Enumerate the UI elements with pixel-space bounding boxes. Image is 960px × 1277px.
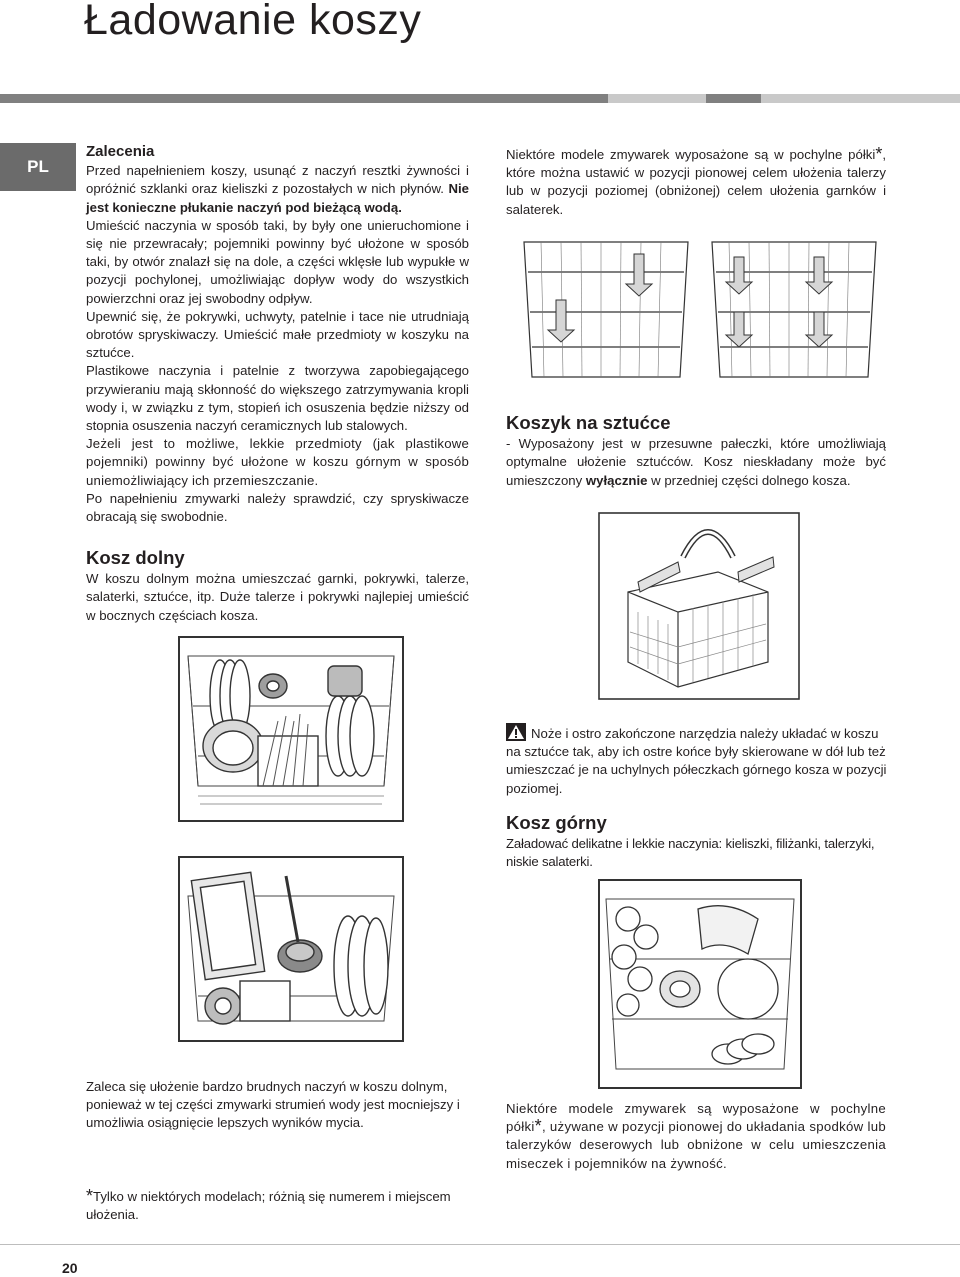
footnote: *Tylko w niektórych modelach; różnią się numerem i miejscem ułożenia. (86, 1186, 451, 1223)
cutlery-basket-section (506, 414, 886, 490)
cutlery-basket-illustration (598, 512, 800, 700)
recommendations-heading: Zalecenia (86, 143, 155, 160)
lower-basket-plates-illustration (178, 636, 404, 822)
upper-basket-text: Załadować delikatne i lekkie naczynia: kieliszki, filiżanki, talerzyki, niskie salaterki. (506, 836, 875, 870)
recommendations-p6: Po napełnieniu zmywarki należy sprawdzić, czy spryskiwacze obracają się swobodnie. (86, 490, 469, 525)
cutlery-basket-text: - Wyposażony jest w przesuwne pałeczki, które umożliwiają optymalne ułożenie sztućców. Kosz nieskładany może być umieszczony wyłącznie w przedniej części dolnego kosza. (506, 436, 886, 488)
tilting-shelves-text: Niektóre modele zmywarek wyposażone są w pochylne półki*, które można ustawić w pozycji pionowej celem ułożenia talerzy lub w pozycji poziomej (obniżonej) celem ułożenia garnków i salaterek. (506, 144, 886, 217)
recommendations-p4: Plastikowe naczynia i patelnie z tworzywa zapobiegającego przywieraniu mają skłonność do większego zatrzymywania kropli wody i, w związku z tym, stopień ich osuszenia będzie niższy od stopnia osuszenia naczyń ceramicznych lub stalowych. (86, 363, 469, 434)
cutlery-basket-heading: Koszyk na sztućce (506, 412, 671, 433)
lower-basket-text: W koszu dolnym można umieszczać garnki, pokrywki, talerze, salaterki, sztućce, itp. Duże talerze i pokrywki najlepiej umieścić w bocznych częściach kosza. (86, 571, 469, 623)
knife-warning: Noże i ostro zakończone narzędzia należy układać w koszu na sztućce tak, aby ich ostre końce były skierowane w dół lub też umieszczać je na uchylnych półeczkach górnego kosza w pozycji poziomej. (506, 723, 888, 798)
recommendations-p3: Upewnić się, że pokrywki, uchwyty, patelnie i tace nie utrudniają obrotów spryskiwaczy. Umieścić małe przedmioty w koszyku na sztućce. (86, 308, 469, 361)
recommendations-p2: Umieścić naczynia w sposób taki, by były one unieruchomione i się nie przewracały; pojemniki powinny być ułożone w sposób taki, by otwór znalazł się na dole, a części wklęsłe lub wypukłe w pozycji pochylonej, umożliwiając dopływ wody do wszystkich powierzchni oraz jej swobodny odpływ. (86, 217, 469, 306)
page-number: 20 (62, 1260, 78, 1276)
lower-basket-pots-illustration (178, 856, 404, 1042)
recommendations-p1: Przed napełnieniem koszy, usunąć z naczyń resztki żywności i opróżnić szklanki oraz kieliszki z pozostałych w nich płynów. Nie jest konieczne płukanie naczyń pod bieżącą wodą. (86, 163, 470, 215)
warning-triangle-icon (506, 723, 526, 741)
lower-basket-heading: Kosz dolny (86, 547, 185, 568)
recommendations-section (86, 143, 469, 526)
tilting-shelves-illustration-left (516, 232, 696, 382)
upper-basket-illustration (598, 879, 802, 1089)
upper-basket-note: Niektóre modele zmywarek są wyposażone w pochylne półki*, używane w pozycji pionowej do układania spodków lub talerzyków deserowych lub obniżone w celu umieszczenia miseczek i pojemników na żywność. (506, 1101, 886, 1171)
page-title: Ładowanie koszy (84, 0, 422, 44)
header-rule (0, 94, 960, 103)
language-badge: PL (0, 143, 76, 191)
footer-rule (0, 1244, 960, 1245)
lower-basket-note: Zaleca się ułożenie bardzo brudnych naczyń w koszu dolnym, ponieważ w tej części zmywarki strumień wody jest mocniejszy i umożliwia osiągnięcie lepszych wyników mycia. (86, 1079, 460, 1131)
recommendations-p5: Jeżeli jest to możliwe, lekkie przedmioty (jak plastikowe pojemniki) powinny być ułożone w koszu górnym w sposób uniemożliwiający ich przemieszczanie. (86, 436, 469, 488)
tilting-shelves-illustration-right (704, 232, 884, 382)
upper-basket-section (506, 814, 888, 872)
lower-basket-section (86, 549, 469, 625)
upper-basket-heading: Kosz górny (506, 812, 607, 833)
